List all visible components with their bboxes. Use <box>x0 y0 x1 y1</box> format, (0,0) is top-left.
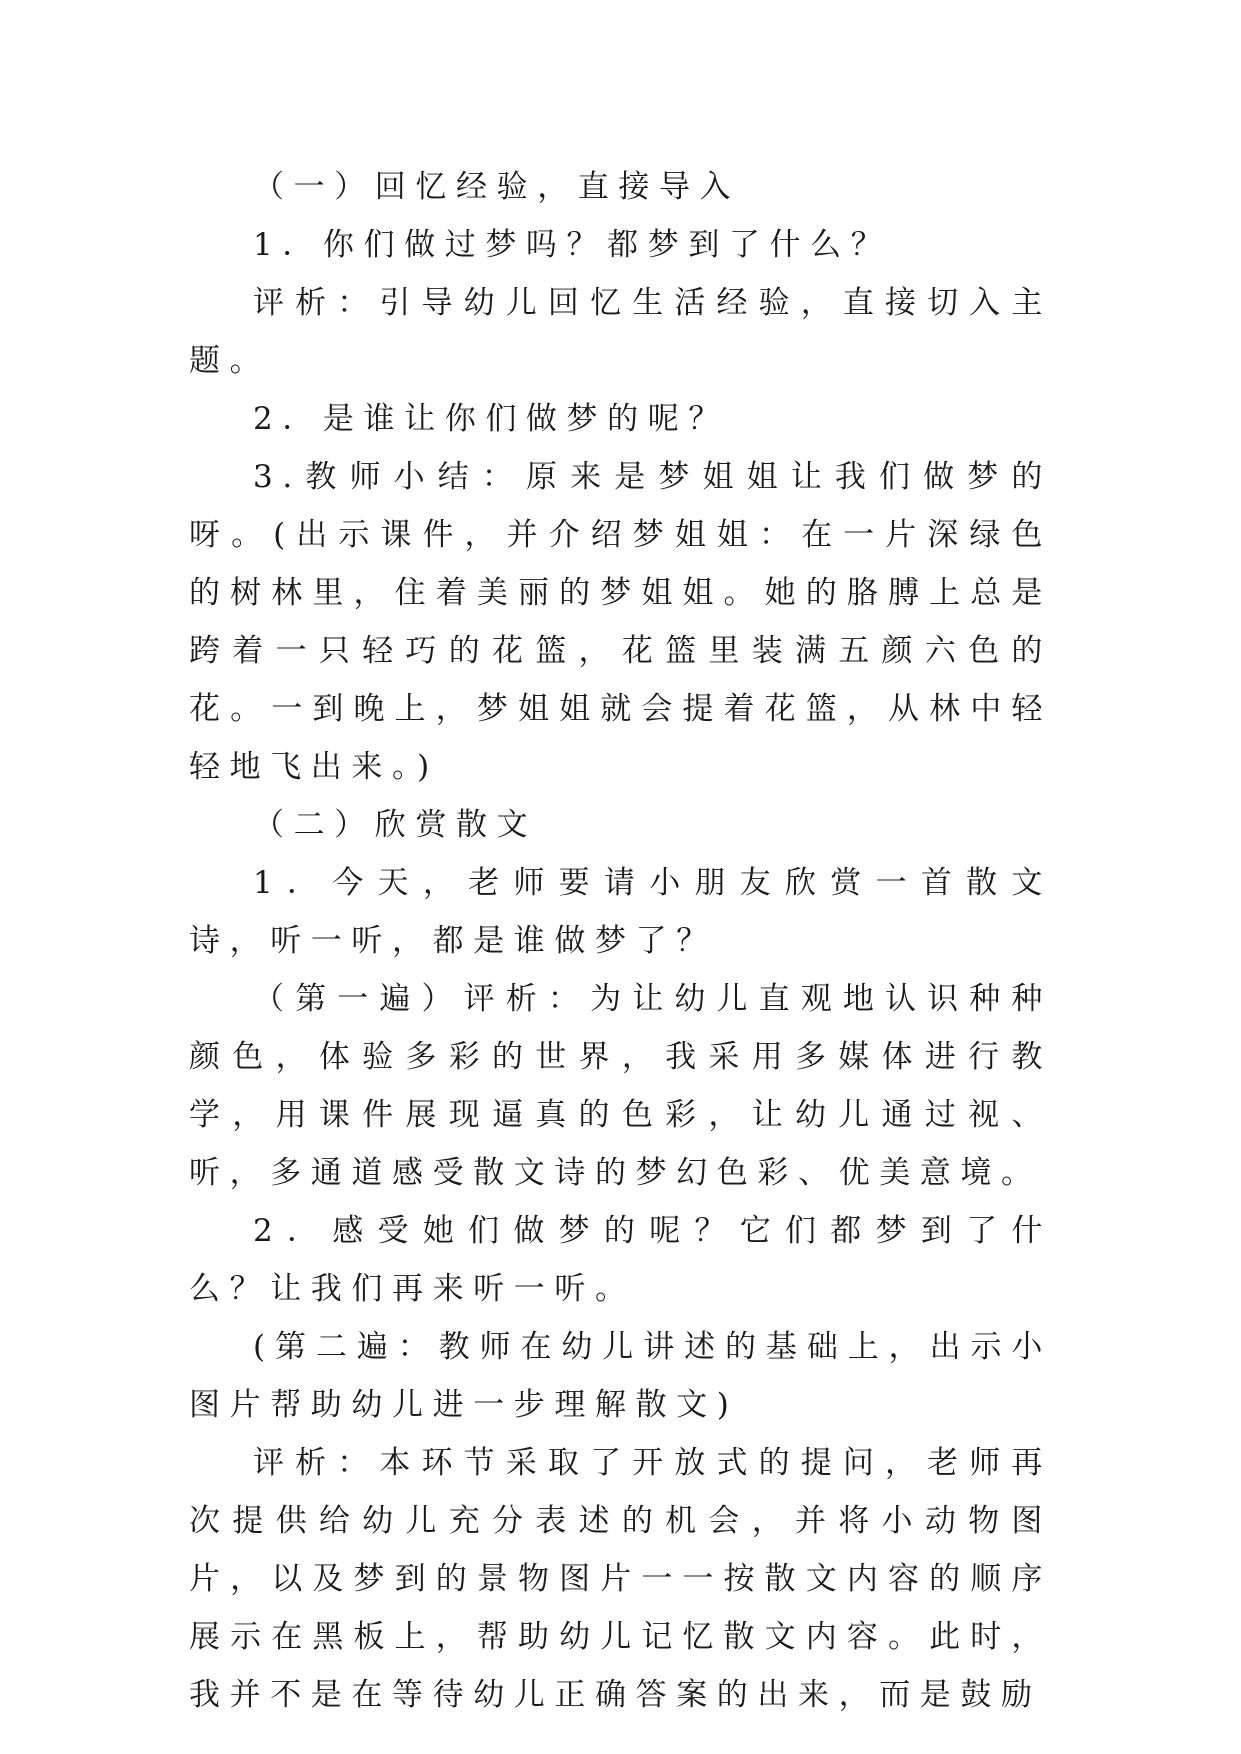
paragraph-teacher-summary: 3.教师小结：原来是梦姐姐让我们做梦的呀。(出示课件，并介绍梦姐姐：在一片深绿色的树林里，住着美丽的梦姐姐。她的胳膊上总是跨着一只轻巧的花篮，花篮里装满五颜六色的花。一到晚上，梦姐姐就会提着花篮，从林中轻轻地飞出来。) <box>189 459 1052 785</box>
paragraph-analysis-first-reading: （第一遍）评析：为让幼儿直观地认识种种颜色，体验多彩的世界，我采用多媒体进行教学，用课件展现逼真的色彩，让幼儿通过视、听，多通道感受散文诗的梦幻色彩、优美意境。 <box>189 981 1052 1191</box>
section-heading-1: （一）回忆经验，直接导入 <box>253 169 741 205</box>
section-heading-2: （二）欣赏散文 <box>253 807 538 843</box>
paragraph-analysis-2: 评析：本环节采取了开放式的提问，老师再次提供给幼儿充分表述的机会，并将小动物图片，以及梦到的景物图片一一按散文内容的顺序展示在黑板上，帮助幼儿记忆散文内容。此时，我并不是在等待幼儿正确答案的出来，而是鼓励 <box>189 1445 1052 1713</box>
paragraph-appreciation-2: 2．感受她们做梦的呢？它们都梦到了什么？让我们再来听一听。 <box>189 1213 1052 1307</box>
paragraph-second-reading: (第二遍：教师在幼儿讲述的基础上，出示小图片帮助幼儿进一步理解散文) <box>189 1329 1052 1423</box>
paragraph-question-2: 2．是谁让你们做梦的呢？ <box>253 401 729 437</box>
paragraph-appreciation-1: 1．今天，老师要请小朋友欣赏一首散文诗，听一听，都是谁做梦了？ <box>189 865 1052 959</box>
document-page <box>189 158 1052 1724</box>
paragraph-analysis-1: 评析：引导幼儿回忆生活经验，直接切入主题。 <box>189 285 1052 379</box>
paragraph-question-1: 1．你们做过梦吗？都梦到了什么？ <box>253 227 892 263</box>
